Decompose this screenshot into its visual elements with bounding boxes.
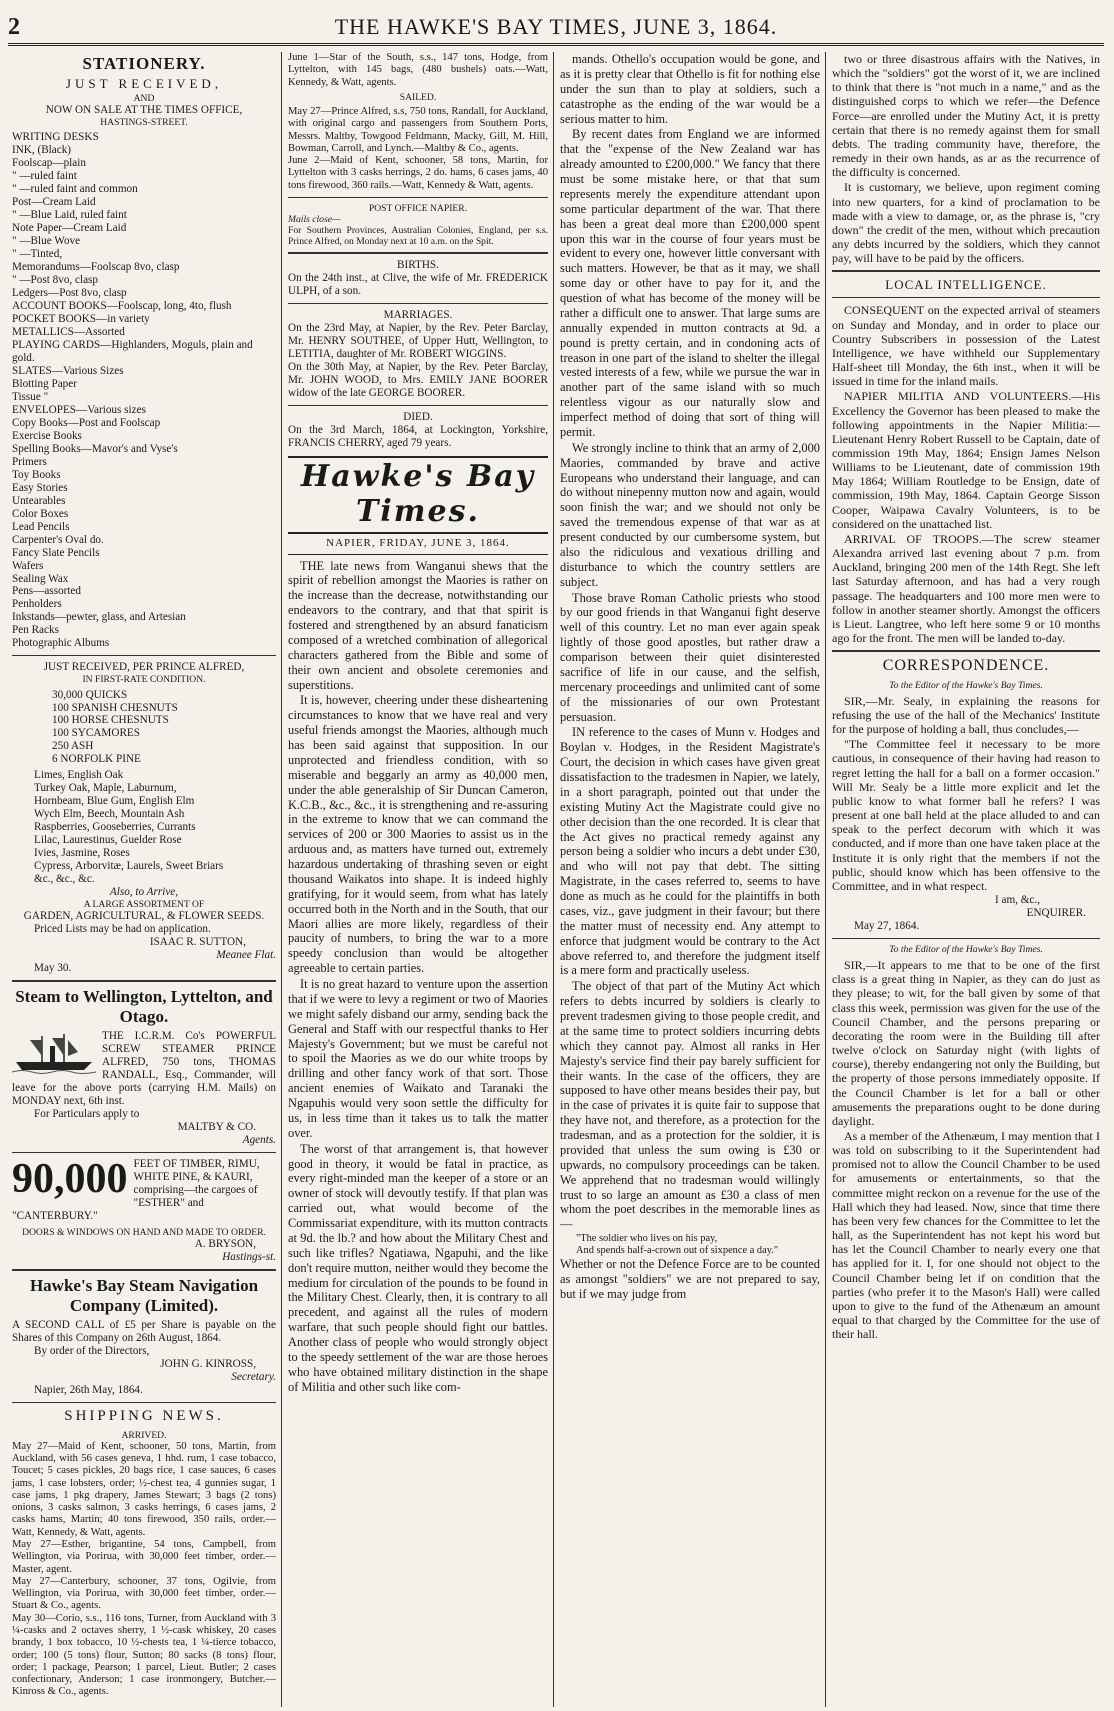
divider bbox=[12, 1152, 276, 1153]
navigation-body: A SECOND CALL of £5 per Share is payable on the Shares of this Company on 26th August, 1864. bbox=[12, 1319, 276, 1345]
dateline: NAPIER, FRIDAY, JUNE 3, 1864. bbox=[288, 537, 548, 555]
now-on-sale: NOW ON SALE AT THE TIMES OFFICE, bbox=[45, 103, 243, 116]
local-paragraph: NAPIER MILITIA AND VOLUNTEERS.—His Excellency the Governor has been pleased to make the following appointments in the Napier Militia:—Lieutenant Henry Robert Russell to be Captain, date of commission 19th May, 1864; Ensign James Nelson Williams to be Lieutenant, date of commission 19th May 1864; William Routledge to be Ensign, date of commission, 19th May, 1864. Captain George Sisson Cooper, Waipawa Cavalry Volunteers, is to be considered on the unattached list. bbox=[832, 389, 1100, 531]
stationery-item: Foolscap—plain bbox=[12, 157, 86, 169]
maltby: MALTBY & CO. bbox=[177, 1121, 256, 1134]
price-lists: Priced Lists may be had on application. bbox=[34, 923, 211, 936]
bryson-name: A. BRYSON, bbox=[194, 1238, 256, 1251]
also-arrive: Also, to Arrive, bbox=[109, 886, 179, 899]
stationery-item: Pens—assorted bbox=[12, 585, 81, 598]
plant-item: &c., &c., &c. bbox=[34, 873, 95, 886]
letter-paragraph: As a member of the Athenæum, I may mention that I was told on subscribing to it the Superintendent had promised not to allow the Council Chamber to be used for amusements or entertainments, so that the committee might reckon on a revenue for the use of the Hall which they had leased. Now, since that time there has been very few chances for the Committee to let the hall, as the Superintendent has not kept his word but has let the Council Chamber to nearly every one that has applied for it. I, for one should not object to the Council Chamber being let if on condition that the parties (who prefer it to the Mason's Hall) were called upon to give to the fund of the Athenæum an amount equal to that charged by the Committee for the use of their hall. bbox=[832, 1128, 1100, 1342]
stationery-item: Carpenter's Oval do. bbox=[12, 533, 104, 546]
sailed-entry: June 2—Maid of Kent, schooner, 58 tons, Martin, for Lyttelton with 3 casks herrings, 2 do. hams, 6 cases jams, 40 tons firewood, 360 rails.—Watt, Kennedy & Watt, agents. bbox=[288, 155, 548, 191]
stationery-item: Easy Stories bbox=[12, 481, 68, 494]
stationery-item: Primers bbox=[12, 455, 47, 468]
arrived-label: ARRIVED. bbox=[121, 1429, 167, 1441]
column-1 bbox=[8, 52, 280, 1707]
stationery-item: Wafers bbox=[12, 559, 44, 572]
editorial-paragraph: mands. Othello's occupation would be gone, and as it is pretty clear that Othello is fit for nothing else under the sun than to play at soldiers, such a catastrophe as the ending of the war would be a serious matter to him. bbox=[560, 52, 820, 126]
stationery-item: WRITING DESKS bbox=[12, 131, 99, 144]
steamship-icon bbox=[12, 1032, 96, 1074]
births-heading: BIRTHS. bbox=[397, 259, 439, 272]
divider bbox=[288, 252, 548, 254]
stationery-item: " —ruled faint bbox=[12, 169, 77, 182]
divider bbox=[12, 980, 276, 982]
paper-title: Hawke's Bay Times. bbox=[288, 456, 548, 534]
letter-1-date: May 27, 1864. bbox=[854, 920, 920, 932]
verse-line-1: "The soldier who lives on his pay, bbox=[576, 1233, 718, 1245]
timber-body: FEET OF TIMBER, RIMU, WHITE PINE, & KAURI, comprising—the cargoes of "ESTHER" and "CANTERBURY." bbox=[12, 1158, 260, 1223]
stationery-item: " —Post 8vo, clasp bbox=[12, 273, 98, 286]
letter-paragraph: "The Committee feel it necessary to be more cautious, in consequence of their having had reason to regret letting the hall for a ball on a former occasion." Will Mr. Sealy be a little more explicit and let the public know to what former ball he refers? I was present at one ball held at the place alluded to and can speak to the perfect decorum with which it was conducted, and if more than one have taken place at the Institute it is only right that the members if not the public, should know which has been offensive to the Committee, and in what respect. bbox=[832, 737, 1100, 893]
stationery-item: POCKET BOOKS—in variety bbox=[12, 312, 150, 325]
plant-item: Ivies, Jasmine, Roses bbox=[34, 847, 130, 860]
shipping-heading: SHIPPING NEWS. bbox=[64, 1408, 224, 1425]
verse-line-2: And spends half-a-crown out of sixpence a day." bbox=[576, 1245, 779, 1257]
to-editor-1: To the Editor of the Hawke's Bay Times. bbox=[889, 679, 1043, 691]
died-heading: DIED. bbox=[403, 411, 433, 424]
trees-list bbox=[12, 689, 276, 767]
page-number: 2 bbox=[8, 14, 20, 40]
stationery-item: Copy Books—Post and Foolscap bbox=[12, 416, 161, 429]
column-3 bbox=[556, 52, 824, 1707]
prince-alfred-sub: IN FIRST-RATE CONDITION. bbox=[82, 674, 206, 686]
secretary-label: Secretary. bbox=[231, 1371, 276, 1384]
stationery-item: " —Blue Laid, ruled faint bbox=[12, 208, 127, 221]
plant-item: Hornbeam, Blue Gum, English Elm bbox=[34, 795, 195, 808]
nav-date: Napier, 26th May, 1864. bbox=[34, 1384, 143, 1397]
divider bbox=[832, 650, 1100, 652]
kinross-name: JOHN G. KINROSS, bbox=[160, 1358, 256, 1371]
divider bbox=[832, 938, 1100, 939]
ship-entry: May 27—Esther, brigantine, 54 tons, Campbell, from Wellington, via Porirua, with 30,000 feet timber, order.—Master, agent. bbox=[12, 1539, 276, 1575]
plants-list bbox=[12, 769, 276, 886]
stationery-item: Lead Pencils bbox=[12, 520, 70, 533]
seeds-line: GARDEN, AGRICULTURAL, & FLOWER SEEDS. bbox=[23, 910, 265, 923]
stationery-item: ENVELOPES—Various sizes bbox=[12, 403, 146, 416]
local-intelligence bbox=[832, 303, 1100, 645]
column-rule bbox=[281, 52, 282, 1707]
tree-item: 100 SPANISH CHESNUTS bbox=[52, 701, 178, 714]
stationery-item: ACCOUNT BOOKS—Foolscap, long, 4to, flush bbox=[12, 299, 232, 312]
tree-item: 100 SYCAMORES bbox=[52, 727, 140, 740]
stationery-list bbox=[12, 131, 276, 650]
letter-paragraph: SIR,—Mr. Sealy, in explaining the reasons for refusing the use of the hall of the Mechanics' Institute for the purpose of holding a ball, thus concludes,— bbox=[832, 693, 1100, 737]
closing-para: Whether or not the Defence Force are to be counted as amongst "soldiers" we are not prepared to say, but if we may judge from bbox=[560, 1257, 820, 1301]
divider bbox=[832, 270, 1100, 272]
to-editor-2: To the Editor of the Hawke's Bay Times. bbox=[889, 943, 1043, 955]
column-4 bbox=[828, 52, 1104, 1707]
divider bbox=[832, 297, 1100, 298]
editorial-continued bbox=[560, 52, 820, 1232]
tree-item: 6 NORFOLK PINE bbox=[52, 753, 141, 766]
stationery-item: Tissue " bbox=[12, 390, 49, 403]
masthead bbox=[8, 8, 1104, 46]
sutton-place: Meanee Flat. bbox=[216, 949, 276, 962]
steam-heading: Steam to Wellington, Lyttelton, and Otago. bbox=[15, 987, 273, 1026]
sutton-name: ISAAC R. SUTTON, bbox=[149, 936, 246, 949]
timber-number: 90,000 bbox=[12, 1158, 128, 1203]
column-rule bbox=[553, 52, 554, 1707]
editorial-paragraph: The worst of that arrangement is, that however good in theory, it would be fatal in practice, as every right-minded man the keeper of a store or an owner of stock will devoutly testify. If that plan was carried out, what would become of the Commissariat expenditure, with its mutton contracts at 9d. the lb.? and how about the Military Chest and such like trifles? Ngatiawa, Ngapuhi, and the like don't require mutton, neither would they become the medium for circulation of the pounds to be found in the Military Chest. Clearly, then, it is contrary to all precedent, and against all the rules of modern warfare, that such people should fight our battles. Another class of people who would strongly object to the speedy settlement of the war are those heroes who have obtained military distinction in the shape of Militia and other such like com- bbox=[288, 1141, 548, 1394]
column-2 bbox=[284, 52, 552, 1707]
column-rule bbox=[825, 52, 826, 1707]
editorial-paragraph: It is, however, cheering under these disheartening circumstances to know that we have real and very useful friends amongst the Maories, although much has been said against that supposition. In our unprotected and friendless condition, with so miserable and beggarly an army as 40,000 men, under the able generalship of Sir Duncan Cameron, K.C.B., &c., &c., it is strengthening and re-assuring in the extreme to know that we can command the services of 200 or 300 Maories to assist us in the arduous and, as matters have turned out, extremely hazardous undertaking of thrashing seven or eight thousand Waikatos into shape. It is indeed highly gratifying, for it would seem, from what has lately occurred both in the North and in the South, that our Maori allies are more likely, regardless of their paucity of numbers, to bring the war to a more speedy conclusion than would be altogether agreeable to certain parties. bbox=[288, 693, 548, 976]
tree-item: 250 ASH bbox=[52, 740, 94, 753]
doors-line: DOORS & WINDOWS ON HAND AND MADE TO ORDER. bbox=[22, 1227, 266, 1239]
marriages-heading: MARRIAGES. bbox=[383, 309, 453, 322]
marriage-entry: On the 23rd May, at Napier, by the Rev. Peter Barclay, Mr. HENRY SOUTHEE, of Upper Hutt, Wellington, to LETITIA, daughter of Mr. ROBERT WIGGINS. bbox=[288, 322, 548, 361]
stationery-item: Note Paper—Cream Laid bbox=[12, 221, 127, 234]
may30: May 30. bbox=[34, 962, 72, 975]
stationery-item: Untearables bbox=[12, 494, 66, 507]
editorial-paragraph: It is customary, we believe, upon regiment coming into new quarters, for a kind of proclamation to be made with a view to damage, or, as the phrase is, "cry down" the credit of the men, without which precaution any debts incurred by the soldiers, which they cannot pay, will have to be paid by the officers. bbox=[832, 180, 1100, 266]
stationery-item: INK, (Black) bbox=[12, 144, 72, 157]
plant-item: Cypress, Arborvitæ, Laurels, Sweet Briars bbox=[34, 860, 224, 873]
editorial-paragraph: two or three disastrous affairs with the Natives, in which the "soldiers" got the worst of it, we are inclined to think that there is "not much in a name," and as the distinguished corps to which we refer—the Defence Force—are enrolled under the Mutiny Act, it is pretty certain that there is no remedy against them for small debts. The trading community have, therefore, the remedy in their own hands, as ar as the recurrence of the difficulty is concerned. bbox=[832, 52, 1100, 180]
bryson-place: Hastings-st. bbox=[222, 1251, 276, 1264]
tree-item: 30,000 QUICKS bbox=[52, 688, 128, 701]
stationery-item: Fancy Slate Pencils bbox=[12, 546, 100, 559]
stationery-item: Memorandums—Foolscap 8vo, clasp bbox=[12, 260, 180, 273]
stationery-item: Photographic Albums bbox=[12, 637, 110, 650]
letter-1 bbox=[832, 694, 1100, 893]
plant-item: Turkey Oak, Maple, Laburnum, bbox=[34, 782, 177, 795]
plant-item: Lilac, Laurestinus, Guelder Rose bbox=[34, 834, 182, 847]
stationery-item: METALLICS—Assorted bbox=[12, 325, 125, 338]
stationery-heading: STATIONERY. bbox=[82, 54, 206, 73]
editorial-paragraph: We strongly incline to think that an army of 2,000 Maories, commanded by brave and active Europeans who understand their language, and can do without ninepenny mutton now and again, would soon finish the war; and we should not only be saved the tremendous expense of that war as at present conducted by our cumbersome system, but also the ridiculous and vexatious drilling and disturbance to which the country settlers are subject. bbox=[560, 440, 820, 589]
ship-entry: June 1—Star of the South, s.s., 147 tons, Hodge, from Lyttelton, with 145 bags, (480 bushels) oats.—Watt, Kennedy, & Watt, agents. bbox=[288, 52, 548, 88]
stationery-item: Color Boxes bbox=[12, 507, 69, 520]
office-street: HASTINGS-STREET. bbox=[100, 116, 188, 128]
letter-paragraph: SIR,—It appears to me that to be one of the first class is a great thing in Napier, as they can do just as they please; to wit, for the ball given by some of that class this week, permission was given for the use of the Council Chamber, and the persons preparing or decorating the room were in the Building till after twelve o'clock on Saturday night (with lights of course), thereby endangering not only the Building, but the property of those persons immediately opposite. If the Council Chamber is let for a ball or other amusements the preparations ought to be done during daylight. bbox=[832, 958, 1100, 1128]
timber-ad bbox=[12, 1158, 276, 1223]
sailed-entry: May 27—Prince Alfred, s.s, 750 tons, Randall, for Auckland, with original cargo and passengers from Southern Ports, Messrs. Maltby, Towgood Feldmann, Macky, Gill, M. Hill, Bowman, Carroll, and Lynch.—Maltby & Co., agents. bbox=[288, 105, 548, 154]
ship-entry: May 27—Maid of Kent, schooner, 50 tons, Martin, from Auckland, with 56 cases geneva, 1 hhd. rum, 1 case tobacco, Toucet; 5 cases pickles, 20 bags rice, 1 case sauces, 6 cases jams, 1 case lobsters, order; ½-chest tea, 4 gunnies sugar, 1 case jams, 1 pkg drapery, James Stewart; 3 bags (2 tons) onions, 3 casks salmon, 3 casks herrings, 6 cases jams, 2 casks hams, Martin; 40 tons firewood, 350 rails, order.—Watt, Kennedy, & Watt, agents. bbox=[12, 1440, 276, 1538]
plant-item: Raspberries, Gooseberries, Currants bbox=[34, 821, 196, 834]
editorial-paragraph: THE late news from Wanganui shews that the spirit of rebellion amongst the Maories is rather on the increase than the decrease, notwithstanding our endeavors to the contrary, and that that spirit is fostered and strengthened by an absurd fanaticism composed of a wretched combination of allegorical characters gathered from the Bible and some of their own ancient and obsolete ceremonies and superstitions. bbox=[288, 558, 548, 692]
arrivals-continued bbox=[288, 52, 548, 89]
enquirer: ENQUIRER. bbox=[1026, 907, 1086, 920]
divider bbox=[12, 1402, 276, 1403]
divider bbox=[12, 1269, 276, 1271]
editorial-paragraph: Those brave Roman Catholic priests who stood by our good friends in that Wanganui fight deserve well of this country. Let no man ever again speak lightly of those good apostles, but rather draw a comparison between their quiet disinterested sacrifice of life in our cause, and the selfish, mercenary proceedings and unlimited cant of some of the missionaries of our own Protestant persuasion. bbox=[560, 590, 820, 724]
marriage-entry: On the 30th May, at Napier, by the Rev. Peter Barclay, Mr. JOHN WOOD, to Mrs. EMILY JANE BOORER widow of the late GEORGE BOORER. bbox=[288, 361, 548, 400]
editorial-paragraph: IN reference to the cases of Munn v. Hodges and Boylan v. Hodges, in the Resident Magistrate's Court, the decision in which cases have given great dissatisfaction to the tradesmen in Napier, we lately, in a short paragraph, pointed out that under the existing Mutiny Act the Magistrate could give no other decision than the one recorded. It is clear that the Act gives no practical remedy against any person being a soldier who incurs a debt under £30, and who will not pay that debt. The sitting Magistrate, in the cases referred to, seems to have done as much as he could for the plaintiffs in both cases, viz., gave judgment in their favour; but there the matter must of necessity end. Any attempt to enforce that judgment would be contrary to the Act above referred to, and therefore the judgment itself is a mere form and practically useless. bbox=[560, 725, 820, 978]
stationery-item: PLAYING CARDS—Highlanders, Moguls, plain and gold. bbox=[12, 338, 253, 364]
stationery-item: Ledgers—Post 8vo, clasp bbox=[12, 286, 127, 299]
ship-entry: May 27—Canterbury, schooner, 37 tons, Ogilvie, from Wellington, via Porirua, with 30,000 feet timber, order.—Stuart & Co., agents. bbox=[12, 1575, 276, 1612]
local-intelligence-heading: LOCAL INTELLIGENCE. bbox=[885, 277, 1047, 293]
editorial-end bbox=[832, 52, 1100, 265]
letter-2 bbox=[832, 958, 1100, 1341]
maltby-agents: Agents. bbox=[242, 1134, 276, 1147]
stationery-item: Post—Cream Laid bbox=[12, 195, 96, 208]
prince-alfred-heading: JUST RECEIVED, PER PRINCE ALFRED, bbox=[43, 661, 245, 674]
tree-item: 100 HORSE CHESNUTS bbox=[52, 714, 169, 727]
births-body: On the 24th inst., at Clive, the wife of Mr. FREDERICK ULPH, of a son. bbox=[288, 272, 548, 298]
marriages-list bbox=[288, 322, 548, 400]
ship-entries bbox=[12, 1441, 276, 1699]
masthead-title: THE HAWKE'S BAY TIMES, JUNE 3, 1864. bbox=[334, 14, 778, 39]
ship-entry: May 30—Corio, s.s., 116 tons, Turner, from Auckland with 3 ¼-casks and 2 octaves sherry, 1 ½-cask whiskey, 20 cases brandy, 1 box tobacco, 10 ½-chests tea, 1 ¼-tierce tobacco, order; 100 (5 tons) flour, Sutton; 80 sacks (8 tons) flour, order; 1 package, Pearson; 1 parcel, Lieut. Butler; 2 cases confectionary, Anderson; 1 case ironmongery, Butcher.—Kinross & Co., agents. bbox=[12, 1612, 276, 1698]
sailed-entries bbox=[288, 106, 548, 192]
stationery-item: Sealing Wax bbox=[12, 572, 69, 585]
stationery-item: " —Tinted, bbox=[12, 247, 63, 260]
editorial-paragraph: It is no great hazard to venture upon the assertion that if we were to levy a regiment or two of Maories we might safely disband our army, sending back the General and Staff with our respectful thanks to Her Majesty's Government; but we must be careful not to spoil the Maories as we do our white troops by drilling and other fancy work of that sort. Those ancient enemies of Waikato and Taranaki the Ngapuhis would very soon settle the difficulty for us, in less time than it takes us to talk the matter over. bbox=[288, 977, 548, 1140]
editorial-paragraph: By recent dates from England we are informed that the "expense of the New Zealand war has already amounted to £200,000." We fancy that there must be some mistake here, or that that sum represents merely the expenditure attendant upon some particular department of the war. That there has been a great deal more than £200,000 spent upon this war in the course of four years must be evident to every one, however little conversant with such matters. However, be that as it may, we shall some day or other have to pay for it, and the question of what has become of the money will be rather a difficult one to answer. That large sums are annually expended in mutton contracts at 9d. a pound is pretty certain, and in condoning acts of treason in one part of the island to shelter the illegal vested interests of a few, while we pursue the war in another part of the same island with so much relentless vigour as our naturally slow and imperfect method of doing that sort of thing will permit. bbox=[560, 127, 820, 439]
steam-particulars: For Particulars apply to bbox=[34, 1108, 140, 1121]
stationery-item: " —ruled faint and common bbox=[12, 182, 138, 195]
plant-item: Limes, English Oak bbox=[34, 769, 124, 782]
and-label: AND bbox=[133, 92, 155, 104]
divider bbox=[288, 303, 548, 304]
stationery-item: Inkstands—pewter, glass, and Artesian bbox=[12, 611, 186, 624]
editorial-text bbox=[288, 559, 548, 1395]
local-paragraph: CONSEQUENT on the expected arrival of steamers on Sunday and Monday, and in order to place our Country Subscribers in possession of the Latest Intelligence, we have withheld our Supplementary Half-sheet till Monday, the 6th inst., when it will be issued in time for the inland mails. bbox=[832, 303, 1100, 389]
died-body: On the 3rd March, 1864, at Lockington, Yorkshire, FRANCIS CHERRY, aged 79 years. bbox=[288, 424, 548, 450]
nav-order: By order of the Directors, bbox=[34, 1345, 150, 1358]
stationery-item: " —Blue Wove bbox=[12, 234, 81, 247]
mails-body: For Southern Provinces, Australian Colonies, England, per s.s. Prince Alfred, on Monday next at 10 a.m. on the Spit. bbox=[288, 225, 548, 248]
stationery-item: Penholders bbox=[12, 598, 62, 611]
just-received: JUST RECEIVED, bbox=[65, 75, 223, 91]
divider bbox=[288, 405, 548, 406]
plant-item: Wych Elm, Beech, Mountain Ash bbox=[34, 808, 185, 821]
post-office-heading: POST OFFICE NAPIER. bbox=[368, 202, 468, 214]
editorial-paragraph: The object of that part of the Mutiny Act which refers to debts incurred by soldiers is clearly to prevent tradesmen giving to those people credit, and at the same time to protect soldiers incurring debts which they cannot pay. Almost all ranks in Her Majesty's service find their pay barely sufficient for their wants. In the case of the officers, they are supposed to have other means besides their pay, but in the case of privates it is quite fair to suppose that they have not, and therefore, as a protection for the tradesman, and as a protection for the soldier, it is provided that unless the sum owing is £30 or upwards, no compulsory proceedings can be taken. We apprehend that no tradesman would willingly trust to so large an amount as £30 a class of men whom the poet describes in the memorable lines as— bbox=[560, 979, 820, 1232]
stationery-item: Toy Books bbox=[12, 468, 61, 481]
navigation-heading: Hawke's Bay Steam Navigation Company (Limited). bbox=[29, 1276, 259, 1315]
local-paragraph: ARRIVAL OF TROOPS.—The screw steamer Alexandra arrived last evening about 7 p.m. from Auckland, bringing 200 men of the 14th Regt. She left last Saturday afternoon, and has had a very rough passage. The headquarters and 100 more men were to follow in another steamer shortly. Amongst the officers is Lieut. Langtree, who left here some 9 or 10 months ago for the front. The men will be landed to-day. bbox=[832, 531, 1100, 646]
sailed-label: SAILED. bbox=[399, 91, 437, 103]
stationery-item: Exercise Books bbox=[12, 429, 82, 442]
divider bbox=[288, 197, 548, 198]
large-assortment: A LARGE ASSORTMENT OF bbox=[83, 899, 205, 911]
stationery-item: SLATES—Various Sizes bbox=[12, 364, 124, 377]
mails-close: Mails close— bbox=[288, 214, 341, 226]
i-am: I am, &c., bbox=[994, 894, 1040, 907]
divider bbox=[12, 655, 276, 656]
stationery-item: Blotting Paper bbox=[12, 377, 77, 390]
stationery-item: Pen Racks bbox=[12, 624, 59, 637]
correspondence-heading: CORRESPONDENCE. bbox=[882, 657, 1050, 675]
stationery-item: Spelling Books—Mavor's and Vyse's bbox=[12, 442, 178, 455]
steam-body: THE I.C.R.M. Co's POWERFUL SCREW STEAMER PRINCE ALFRED, 750 tons, THOMAS RANDALL, Esq., Commander, will leave for the above ports (carrying H.M. Mails) on MONDAY next, 6th inst. bbox=[12, 1030, 276, 1108]
